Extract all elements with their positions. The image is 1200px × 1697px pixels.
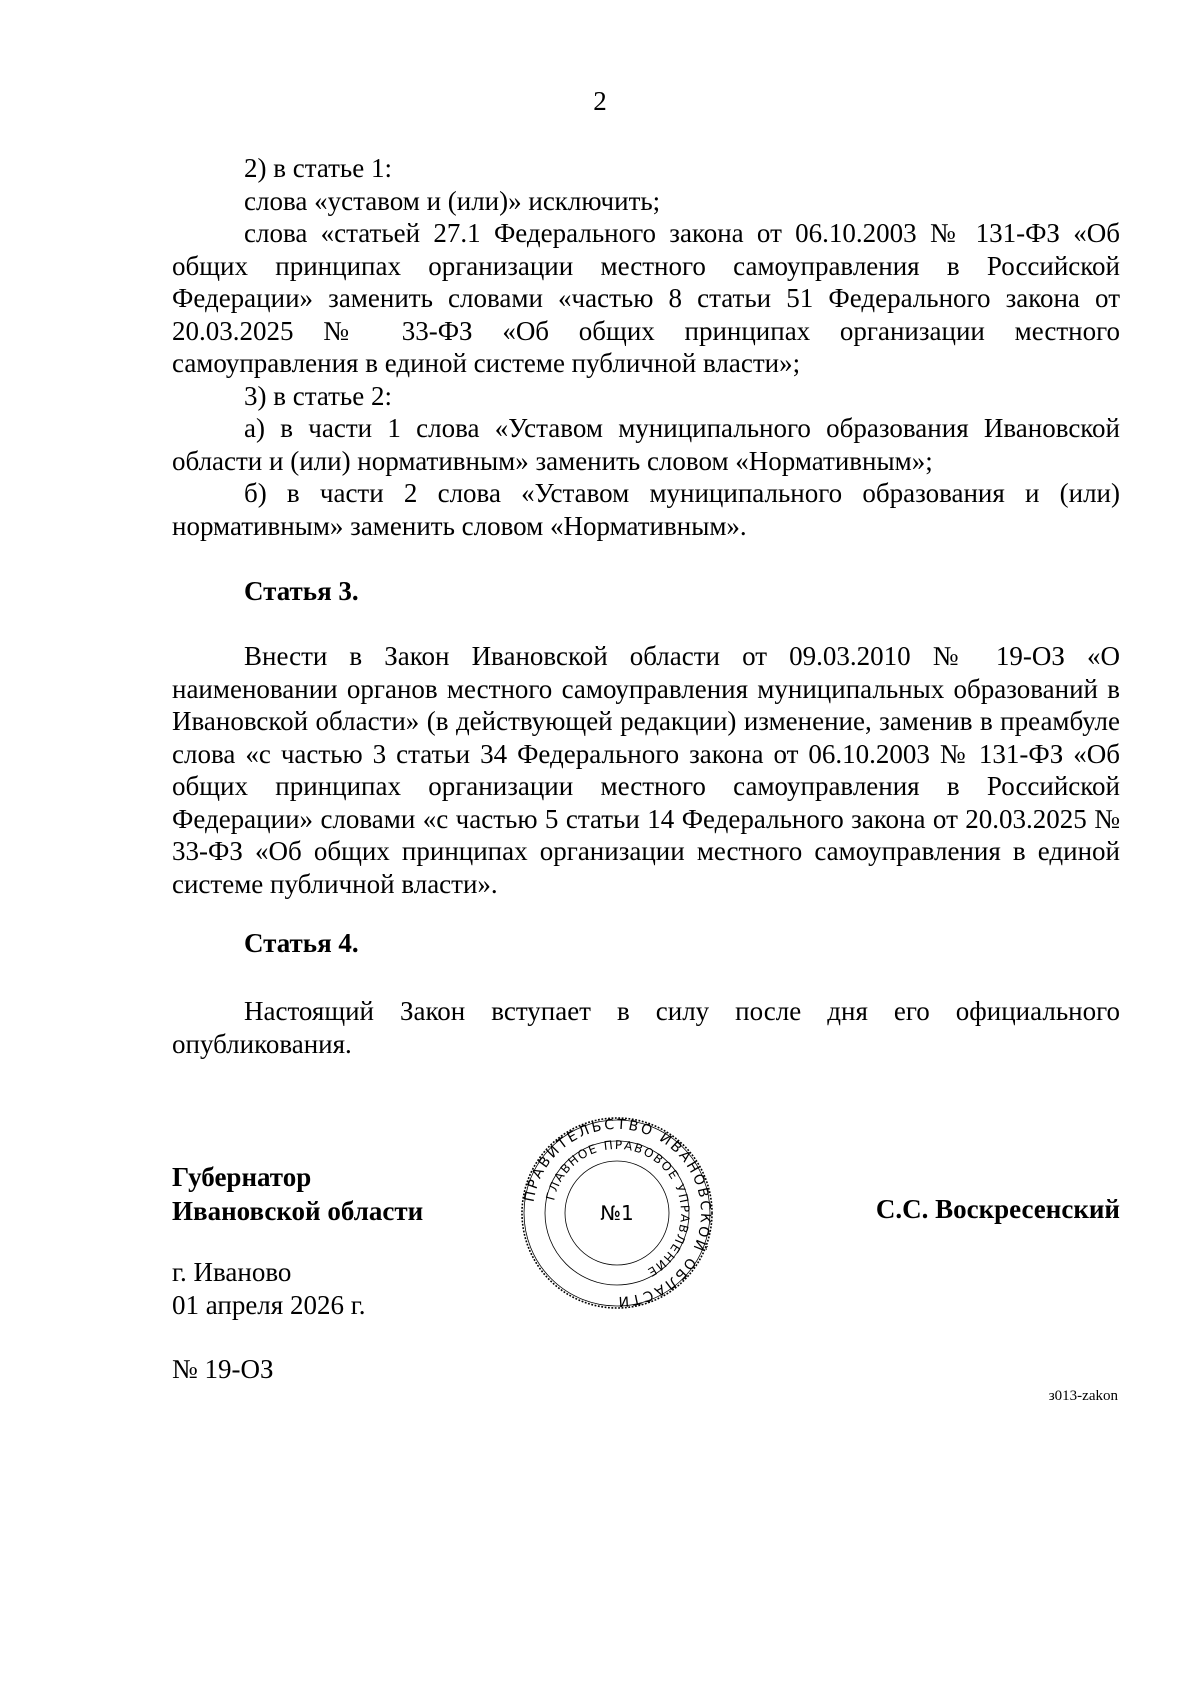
paragraph: слова «уставом и (или)» исключить;	[244, 185, 661, 216]
paragraph: Настоящий Закон вступает в силу после дня его официального опубликования.	[172, 996, 1120, 1059]
article-4-body	[172, 995, 1120, 1060]
paragraph: б) в части 2 слова «Уставом муниципального образования и (или) нормативным» заменить словом «Нормативным».	[172, 478, 1120, 541]
role-line: Губернатор	[172, 1162, 312, 1192]
document-code: з013-zakon	[1048, 1388, 1118, 1404]
place: г. Иваново	[172, 1257, 292, 1287]
article-3-heading: Статья 3.	[244, 576, 359, 606]
paragraph: 3) в статье 2:	[244, 380, 392, 411]
signatory-role	[172, 1160, 423, 1228]
seal-inner-text: ГЛАВНОЕ ПРАВОВОЕ УПРАВЛЕНИЕ	[543, 1137, 693, 1280]
paragraph: а) в части 1 слова «Уставом муниципального образования Ивановской области и (или) нормативным» заменить словом «Нормативным»;	[172, 413, 1120, 476]
official-seal	[520, 1116, 714, 1310]
article-3-body	[172, 640, 1120, 900]
seal-center-text: №1	[600, 1201, 634, 1225]
seal-outer-text: ПРАВИТЕЛЬСТВО ИВАНОВСКОЙ ОБЛАСТИ	[521, 1116, 714, 1310]
amendments-block	[172, 152, 1120, 542]
role-line: Ивановской области	[172, 1196, 424, 1226]
article-4-heading: Статья 4.	[244, 928, 359, 958]
paragraph: Внести в Закон Ивановской области от 09.03.2010 № 19-ОЗ «О наименовании органов местного самоуправления муниципальных образований в Ивановской области» (в действующей редакции) изменение, заменив в преамбуле слова «с частью 3 статьи 34 Федерального закона от 06.10.2003 № 131-ФЗ «Об общих принципах организации местного самоуправления в Российской Федерации» словами «с частью 5 статьи 14 Федерального закона от 20.03.2025 № 33-ФЗ «Об общих принципах организации местного самоуправления в единой системе публичной власти».	[172, 641, 1120, 899]
page-number: 2	[593, 86, 607, 116]
law-number: № 19-ОЗ	[172, 1354, 274, 1384]
paragraph: слова «статьей 27.1 Федерального закона от 06.10.2003 № 131-ФЗ «Об общих принципах организации местного самоуправления в Российской Федерации» заменить словами «частью 8 статьи 51 Федерального закона от 20.03.2025 № 33-ФЗ «Об общих принципах организации местного самоуправления в единой системе публичной власти»;	[172, 218, 1120, 378]
date: 01 апреля 2026 г.	[172, 1290, 366, 1320]
signatory-name: С.С. Воскресенский	[875, 1194, 1120, 1224]
paragraph: 2) в статье 1:	[244, 153, 392, 183]
place-and-date	[172, 1256, 365, 1322]
